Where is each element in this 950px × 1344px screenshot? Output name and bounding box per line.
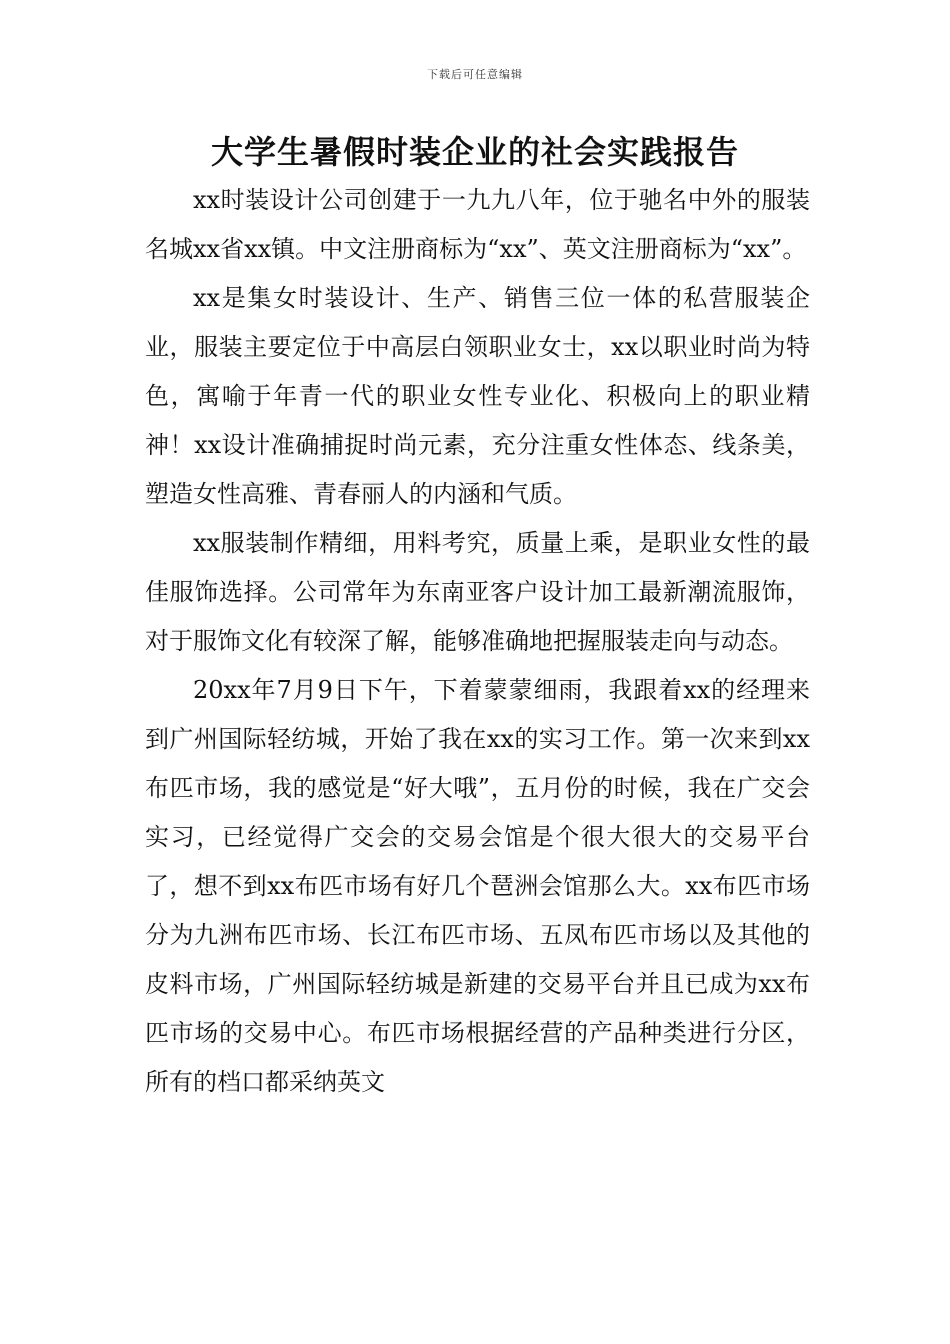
document-body [145,176,810,1107]
document-title: 大学生暑假时装企业的社会实践报告 [210,133,739,171]
paragraph-4: 20xx年7月9日下午，下着蒙蒙细雨，我跟着xx的经理来到广州国际轻纺城，开始了我在xx的实习工作。第一次来到xx布匹市场，我的感觉是“好大哦”，五月份的时候，我在广交会实习，已经觉得广交会的交易会馆是个很大很大的交易平台了，想不到xx布匹市场有好几个琶洲会馆那么大。xx布匹市场分为九洲布匹市场、长江布匹市场、五凤布匹市场以及其他的皮料市场，广州国际轻纺城是新建的交易平台并且已成为xx布匹市场的交易中心。布匹市场根据经营的产品种类进行分区，所有的档口都采纳英文 [145,676,810,1096]
paragraph-3: xx服装制作精细，用料考究，质量上乘，是职业女性的最佳服饰选择。公司常年为东南亚客户设计加工最新潮流服饰，对于服饰文化有较深了解，能够准确地把握服装走向与动态。 [145,529,810,655]
paragraph-2: xx是集女时装设计、生产、销售三位一体的私营服装企业，服装主要定位于中高层白领职业女士，xx以职业时尚为特色，寓喻于年青一代的职业女性专业化、积极向上的职业精神！xx设计准确捕捉时尚元素，充分注重女性体态、线条美，塑造女性高雅、青春丽人的内涵和气质。 [145,284,810,508]
paragraph-1: xx时装设计公司创建于一九九八年，位于驰名中外的服装名城xx省xx镇。中文注册商标为“xx”、英文注册商标为“xx”。 [145,186,810,263]
header-note: 下载后可任意编辑 [427,68,523,81]
